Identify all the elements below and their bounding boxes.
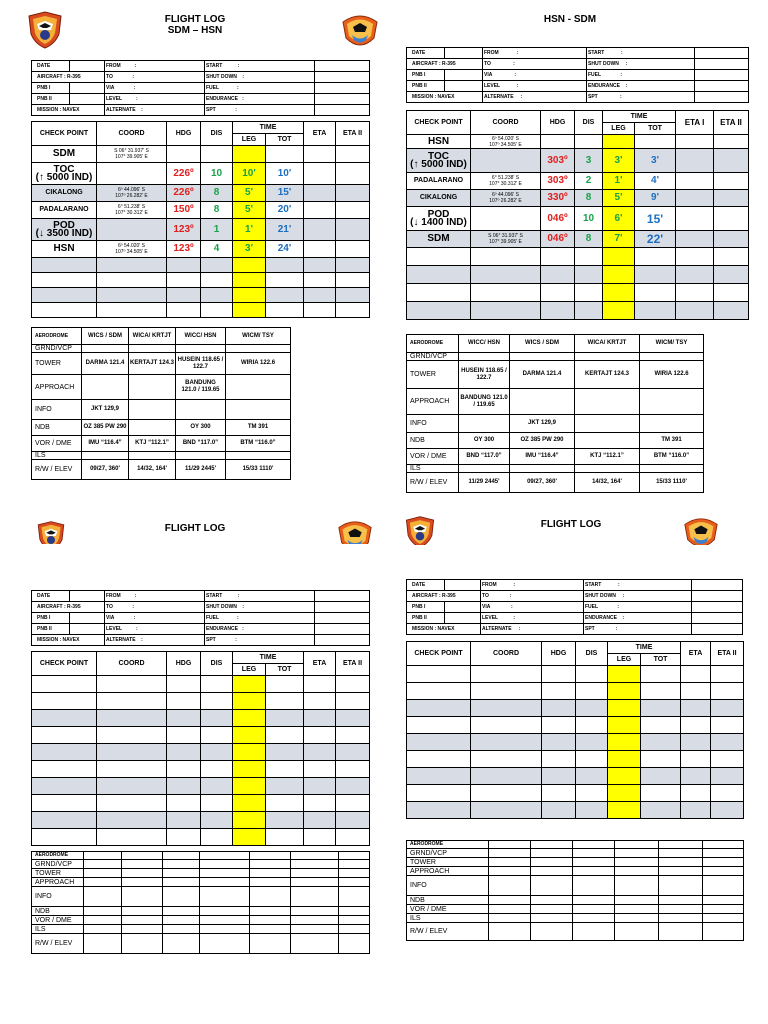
start-label: START : — [584, 580, 692, 591]
dis-value: 8 — [575, 231, 603, 248]
flight-info-table — [406, 47, 749, 103]
runway-elev: 11/29 2445' — [459, 473, 510, 493]
checkpoint-hsn: HSN — [407, 135, 471, 149]
logo-clip — [682, 515, 720, 545]
runway-elev: 09/27, 360' — [82, 460, 129, 480]
aerodrome-name: WICC/ HSN — [459, 335, 510, 353]
endurance-field[interactable] — [315, 624, 370, 635]
coord-cell: 6º 44.096' S 107º 26.282' E — [97, 185, 167, 202]
row-label: R/W / ELEV — [407, 473, 459, 493]
hdg-value: 046º — [541, 231, 575, 248]
aerodrome-header: AERODROME — [32, 328, 82, 345]
aerodrome-name: WICC/ HSN — [176, 328, 226, 345]
leg-value: 3' — [603, 149, 635, 173]
pnb2-field[interactable] — [445, 613, 481, 624]
flight-log-table — [406, 110, 749, 320]
leg-value: 6' — [603, 207, 635, 231]
squadron-shield-logo — [403, 515, 437, 545]
aerodrome-name: WICS / SDM — [510, 335, 575, 353]
tot-value: 22' — [635, 231, 676, 248]
pnb2-label: PNB II — [407, 613, 445, 624]
tower-freq: WIRIA 122.6 — [226, 353, 291, 375]
level-label: LEVEL : — [481, 613, 584, 624]
fuel-label: FUEL : — [205, 83, 315, 94]
spt-label: SPT : — [205, 635, 315, 646]
shutdown-label: SHUT DOWN : — [587, 59, 695, 70]
endurance-label: ENDURANCE : — [205, 94, 315, 105]
from-label: FROM : — [481, 580, 584, 591]
flight-log-table — [406, 641, 744, 819]
start-label: START : — [587, 48, 695, 59]
checkpoint-header: CHECK POINT — [32, 122, 97, 146]
dis-header: DIS — [201, 652, 233, 676]
spt-label: SPT : — [584, 624, 692, 635]
aerodrome-table — [31, 327, 291, 480]
ndb-freq: OY 300 — [176, 420, 226, 436]
panel-title — [130, 14, 260, 36]
aerodrome-name: WICS / SDM — [82, 328, 129, 345]
dis-header: DIS — [201, 122, 233, 146]
mission-label: MISSION : NAVEX — [32, 105, 105, 116]
squadron-badge-logo — [682, 515, 720, 545]
hdg-value: 046º — [541, 207, 575, 231]
ndb-freq: TM 391 — [226, 420, 291, 436]
date-field[interactable] — [445, 580, 481, 591]
level-label: LEVEL : — [105, 624, 205, 635]
hdg-value: 226º — [167, 163, 201, 185]
leg-value: 10' — [233, 163, 266, 185]
eta-header: ETA — [304, 122, 336, 146]
squadron-badge-logo — [336, 518, 374, 544]
tot-value: 24' — [266, 241, 304, 258]
row-label: NDB — [32, 420, 82, 436]
level-label: LEVEL : — [105, 94, 205, 105]
flight-log-table — [31, 651, 370, 846]
vor-freq: IMU “116.4” — [82, 436, 129, 452]
leg-value: 5' — [233, 185, 266, 202]
row-label: APPROACH — [32, 878, 84, 887]
runway-elev: 09/27, 360' — [510, 473, 575, 493]
spt-field[interactable] — [315, 105, 370, 116]
start-field[interactable] — [315, 61, 370, 72]
runway-elev: 15/33 1110' — [226, 460, 291, 480]
start-label: START : — [205, 61, 315, 72]
squadron-shield-logo — [35, 520, 67, 544]
hdg-value: 226º — [167, 185, 201, 202]
hdg-value: 150º — [167, 202, 201, 219]
aircraft-label: AIRCRAFT : R-395 — [407, 591, 481, 602]
aerodrome-table — [406, 334, 704, 493]
pnb2-label: PNB II — [32, 94, 70, 105]
hdg-value: 330º — [541, 190, 575, 207]
time-header: TIME — [233, 122, 304, 134]
checkpoint-padalarano: PADALARANO — [32, 202, 97, 219]
checkpoint-header: CHECK POINT — [407, 642, 471, 666]
shutdown-field[interactable] — [315, 602, 370, 613]
eta2-header: ETA II — [336, 122, 370, 146]
dis-header: DIS — [575, 111, 603, 135]
title-line-1: HSN - SDM — [543, 14, 597, 25]
logo-clip — [336, 518, 374, 544]
checkpoint-pod: POD (↓ 3500 IND) — [32, 219, 97, 241]
vor-freq: BTM “116.0” — [640, 449, 704, 465]
dis-value: 10 — [201, 163, 233, 185]
tot-header: TOT — [266, 664, 304, 676]
ndb-freq: OY 300 — [459, 433, 510, 449]
dis-value: 4 — [201, 241, 233, 258]
row-label: INFO — [407, 876, 489, 896]
checkpoint-padalarano: PADALARANO — [407, 173, 471, 190]
coord-cell: 6° 51.238' S 107° 30.312' E — [471, 173, 541, 190]
via-label: VIA : — [105, 83, 205, 94]
row-label: VOR / DME — [407, 449, 459, 465]
row-label: GRND/VCP — [32, 860, 84, 869]
row-label: VOR / DME — [32, 916, 84, 925]
to-label: TO : — [483, 59, 587, 70]
mission-label: MISSION : NAVEX — [407, 92, 483, 103]
fuel-field[interactable] — [315, 83, 370, 94]
hdg-header: HDG — [167, 122, 201, 146]
panel-title — [516, 519, 626, 530]
hdg-value: 303º — [541, 173, 575, 190]
time-header: TIME — [233, 652, 304, 664]
date-label: DATE — [407, 48, 445, 59]
tower-freq: WIRIA 122.6 — [640, 361, 704, 389]
aerodrome-header: AERODROME — [407, 335, 459, 353]
eta2-header: ETA II — [336, 652, 370, 676]
tot-header: TOT — [635, 123, 676, 135]
shutdown-field[interactable] — [692, 591, 743, 602]
hdg-value: 123º — [167, 219, 201, 241]
eta2-header: ETA II — [711, 642, 744, 666]
aerodrome-name: WICA/ KRTJT — [575, 335, 640, 353]
eta-header: ETA — [681, 642, 711, 666]
tower-freq: KERTAJT 124.3 — [575, 361, 640, 389]
pnb2-field[interactable] — [445, 81, 483, 92]
coord-cell: S 06° 31.937' S 107° 39.905' E — [97, 146, 167, 163]
alternate-label: ALTERNATE : — [481, 624, 584, 635]
start-field[interactable] — [692, 580, 743, 591]
spt-field[interactable] — [695, 92, 749, 103]
from-label: FROM : — [105, 591, 205, 602]
endurance-label: ENDURANCE : — [205, 624, 315, 635]
leg-value: 1' — [233, 219, 266, 241]
mission-label: MISSION : NAVEX — [32, 635, 105, 646]
flight-log-table — [31, 121, 370, 318]
row-label: INFO — [32, 887, 84, 907]
leg-value: 5' — [603, 190, 635, 207]
pnb1-label: PNB I — [407, 602, 445, 613]
title-line-2: SDM – HSN — [167, 25, 223, 36]
leg-header: LEG — [608, 654, 641, 666]
checkpoint-header: CHECK POINT — [32, 652, 97, 676]
vor-freq: BND “117.0” — [176, 436, 226, 452]
approach-freq: BANDUNG 121.0 / 119.65 — [459, 389, 510, 415]
tower-freq: DARMA 121.4 — [510, 361, 575, 389]
title-line-1: FLIGHT LOG — [164, 14, 226, 25]
time-header: TIME — [608, 642, 681, 654]
runway-elev: 14/32, 164' — [575, 473, 640, 493]
row-label: R/W / ELEV — [407, 923, 489, 941]
coord-cell: 6° 51.238' S 107° 30.312' E — [97, 202, 167, 219]
aerodrome-name: WICM/ TSY — [226, 328, 291, 345]
aerodrome-table — [406, 840, 744, 941]
tot-value: 20' — [266, 202, 304, 219]
ndb-freq: TM 391 — [640, 433, 704, 449]
tot-value: 21' — [266, 219, 304, 241]
row-label: APPROACH — [32, 375, 82, 400]
row-label: VOR / DME — [407, 905, 489, 914]
shutdown-label: SHUT DOWN : — [205, 72, 315, 83]
fuel-label: FUEL : — [587, 70, 695, 81]
row-label: ILS — [407, 465, 459, 473]
fuel-field[interactable] — [315, 613, 370, 624]
row-label: TOWER — [32, 353, 82, 375]
aircraft-label: AIRCRAFT : R-395 — [32, 602, 105, 613]
coord-cell: 6º 44.096' S 107º 26.282' E — [471, 190, 541, 207]
to-label: TO : — [481, 591, 584, 602]
tot-value: 3' — [635, 149, 676, 173]
date-field[interactable] — [70, 591, 105, 602]
shutdown-field[interactable] — [315, 72, 370, 83]
spt-label: SPT : — [587, 92, 695, 103]
row-label: NDB — [32, 907, 84, 916]
date-field[interactable] — [70, 61, 105, 72]
tot-header: TOT — [641, 654, 681, 666]
tot-value: 10' — [266, 163, 304, 185]
hdg-header: HDG — [542, 642, 576, 666]
leg-value: 5' — [233, 202, 266, 219]
row-label: NDB — [407, 896, 489, 905]
row-label: ILS — [32, 452, 82, 460]
eta2-header: ETA II — [714, 111, 749, 135]
level-label: LEVEL : — [483, 81, 587, 92]
leg-header: LEG — [233, 134, 266, 146]
tower-freq: HUSEIN 118.65 / 122.7 — [459, 361, 510, 389]
dis-value: 1 — [201, 219, 233, 241]
aircraft-label: AIRCRAFT : R-395 — [32, 72, 105, 83]
shutdown-label: SHUT DOWN : — [584, 591, 692, 602]
alternate-label: ALTERNATE : — [483, 92, 587, 103]
leg-value: 3' — [233, 241, 266, 258]
eta1-header: ETA I — [676, 111, 714, 135]
checkpoint-cikalong: CIKALONG — [32, 185, 97, 202]
from-label: FROM : — [105, 61, 205, 72]
tot-header: TOT — [266, 134, 304, 146]
fuel-field[interactable] — [695, 70, 749, 81]
aerodrome-header: AERODROME — [32, 852, 84, 860]
endurance-label: ENDURANCE : — [584, 613, 692, 624]
aerodrome-name: WICA/ KRTJT — [129, 328, 176, 345]
logo-clip — [403, 515, 437, 545]
checkpoint-toc: TOC (↑ 5000 IND) — [407, 149, 471, 173]
endurance-field[interactable] — [692, 613, 743, 624]
row-label: R/W / ELEV — [32, 460, 82, 480]
row-label: ILS — [32, 925, 84, 934]
leg-value: 7' — [603, 231, 635, 248]
flight-info-table — [31, 590, 370, 646]
squadron-badge-logo — [340, 12, 380, 52]
endurance-field[interactable] — [315, 94, 370, 105]
start-label: START : — [205, 591, 315, 602]
row-label: APPROACH — [407, 389, 459, 415]
title-line-1: FLIGHT LOG — [164, 523, 226, 534]
pnb1-label: PNB I — [32, 613, 70, 624]
squadron-shield-logo — [25, 10, 65, 50]
row-label: VOR / DME — [32, 436, 82, 452]
pnb1-field[interactable] — [445, 70, 483, 81]
coord-header: COORD — [471, 642, 542, 666]
endurance-field[interactable] — [695, 81, 749, 92]
alternate-label: ALTERNATE : — [105, 105, 205, 116]
aircraft-label: AIRCRAFT : R-395 — [407, 59, 483, 70]
runway-elev: 14/32, 164' — [129, 460, 176, 480]
dis-value: 10 — [575, 207, 603, 231]
date-label: DATE — [407, 580, 445, 591]
hdg-value: 303º — [541, 149, 575, 173]
alternate-label: ALTERNATE : — [105, 635, 205, 646]
mission-label: MISSION : NAVEX — [407, 624, 481, 635]
row-label: NDB — [407, 433, 459, 449]
fuel-label: FUEL : — [205, 613, 315, 624]
pnb1-field[interactable] — [445, 602, 481, 613]
spt-field[interactable] — [692, 624, 743, 635]
checkpoint-sdm: SDM — [407, 231, 471, 248]
tot-value: 15' — [635, 207, 676, 231]
aerodrome-name: WICM/ TSY — [640, 335, 704, 353]
dis-value: 3 — [575, 149, 603, 173]
coord-cell: S 06° 31.937' S 107° 39.905' E — [471, 231, 541, 248]
start-field[interactable] — [315, 591, 370, 602]
vor-freq: KTJ “112.1” — [129, 436, 176, 452]
fuel-label: FUEL : — [584, 602, 692, 613]
tower-freq: HUSEIN 118.65 / 122.7 — [176, 353, 226, 375]
via-label: VIA : — [483, 70, 587, 81]
info-freq: JKT 129,9 — [82, 400, 129, 420]
aerodrome-table — [31, 851, 370, 954]
date-label: DATE — [32, 61, 70, 72]
coord-header: COORD — [97, 122, 167, 146]
pnb2-field[interactable] — [70, 94, 105, 105]
pnb1-label: PNB I — [407, 70, 445, 81]
aerodrome-header: AERODROME — [407, 841, 489, 849]
dis-value: 8 — [201, 202, 233, 219]
row-label: GRND/VCP — [407, 353, 459, 361]
coord-cell: 6º 54.020' S 107º 34.505' E — [471, 135, 541, 149]
tot-value: 15' — [266, 185, 304, 202]
hdg-value: 123º — [167, 241, 201, 258]
coord-header: COORD — [97, 652, 167, 676]
row-label: TOWER — [32, 869, 84, 878]
shutdown-label: SHUT DOWN : — [205, 602, 315, 613]
coord-cell: 6º 54.020' S 107º 34.505' E — [97, 241, 167, 258]
dis-value: 8 — [575, 190, 603, 207]
coord-header: COORD — [471, 111, 541, 135]
dis-value: 2 — [575, 173, 603, 190]
pnb2-field[interactable] — [70, 624, 105, 635]
flight-info-table — [406, 579, 743, 635]
runway-elev: 11/29 2445' — [176, 460, 226, 480]
endurance-label: ENDURANCE : — [587, 81, 695, 92]
row-label: APPROACH — [407, 867, 489, 876]
vor-freq: BND “117.0” — [459, 449, 510, 465]
ndb-freq: OZ 385 PW 290 — [82, 420, 129, 436]
title-line-1: FLIGHT LOG — [540, 519, 602, 530]
row-label: INFO — [32, 400, 82, 420]
pnb2-label: PNB II — [407, 81, 445, 92]
row-label: INFO — [407, 415, 459, 433]
date-field[interactable] — [445, 48, 483, 59]
fuel-field[interactable] — [692, 602, 743, 613]
row-label: GRND/VCP — [407, 849, 489, 858]
to-label: TO : — [105, 602, 205, 613]
ndb-freq: OZ 385 PW 290 — [510, 433, 575, 449]
panel-title — [520, 14, 620, 25]
row-label: TOWER — [407, 858, 489, 867]
eta-header: ETA — [304, 652, 336, 676]
panel-title — [140, 523, 250, 534]
tower-freq: KERTAJT 124.3 — [129, 353, 176, 375]
row-label: ILS — [407, 914, 489, 923]
info-freq: JKT 129,9 — [510, 415, 575, 433]
logo-clip — [35, 520, 67, 544]
checkpoint-hsn: HSN — [32, 241, 97, 258]
tot-value: 4' — [635, 173, 676, 190]
time-header: TIME — [603, 111, 676, 123]
pnb1-field[interactable] — [70, 83, 105, 94]
via-label: VIA : — [481, 602, 584, 613]
tot-value: 9' — [635, 190, 676, 207]
row-label: TOWER — [407, 361, 459, 389]
leg-value: 1' — [603, 173, 635, 190]
hdg-header: HDG — [167, 652, 201, 676]
row-label: GRND/VCP — [32, 345, 82, 353]
start-field[interactable] — [695, 48, 749, 59]
pnb1-field[interactable] — [70, 613, 105, 624]
vor-freq: KTJ “112.1” — [575, 449, 640, 465]
tower-freq: DARMA 121.4 — [82, 353, 129, 375]
flight-info-table — [31, 60, 370, 116]
leg-header: LEG — [603, 123, 635, 135]
date-label: DATE — [32, 591, 70, 602]
spt-label: SPT : — [205, 105, 315, 116]
checkpoint-pod: POD (↓ 1400 IND) — [407, 207, 471, 231]
pnb2-label: PNB II — [32, 624, 70, 635]
checkpoint-toc: TOC (↑ 5000 IND) — [32, 163, 97, 185]
hdg-header: HDG — [541, 111, 575, 135]
runway-elev: 15/33 1110' — [640, 473, 704, 493]
dis-value: 8 — [201, 185, 233, 202]
spt-field[interactable] — [315, 635, 370, 646]
shutdown-field[interactable] — [695, 59, 749, 70]
dis-header: DIS — [576, 642, 608, 666]
checkpoint-cikalong: CIKALONG — [407, 190, 471, 207]
from-label: FROM : — [483, 48, 587, 59]
checkpoint-sdm: SDM — [32, 146, 97, 163]
to-label: TO : — [105, 72, 205, 83]
via-label: VIA : — [105, 613, 205, 624]
leg-header: LEG — [233, 664, 266, 676]
checkpoint-header: CHECK POINT — [407, 111, 471, 135]
row-label: R/W / ELEV — [32, 934, 84, 954]
vor-freq: IMU “116.4” — [510, 449, 575, 465]
pnb1-label: PNB I — [32, 83, 70, 94]
approach-freq: BANDUNG 121.0 / 119.65 — [176, 375, 226, 400]
vor-freq: BTM “116.0” — [226, 436, 291, 452]
